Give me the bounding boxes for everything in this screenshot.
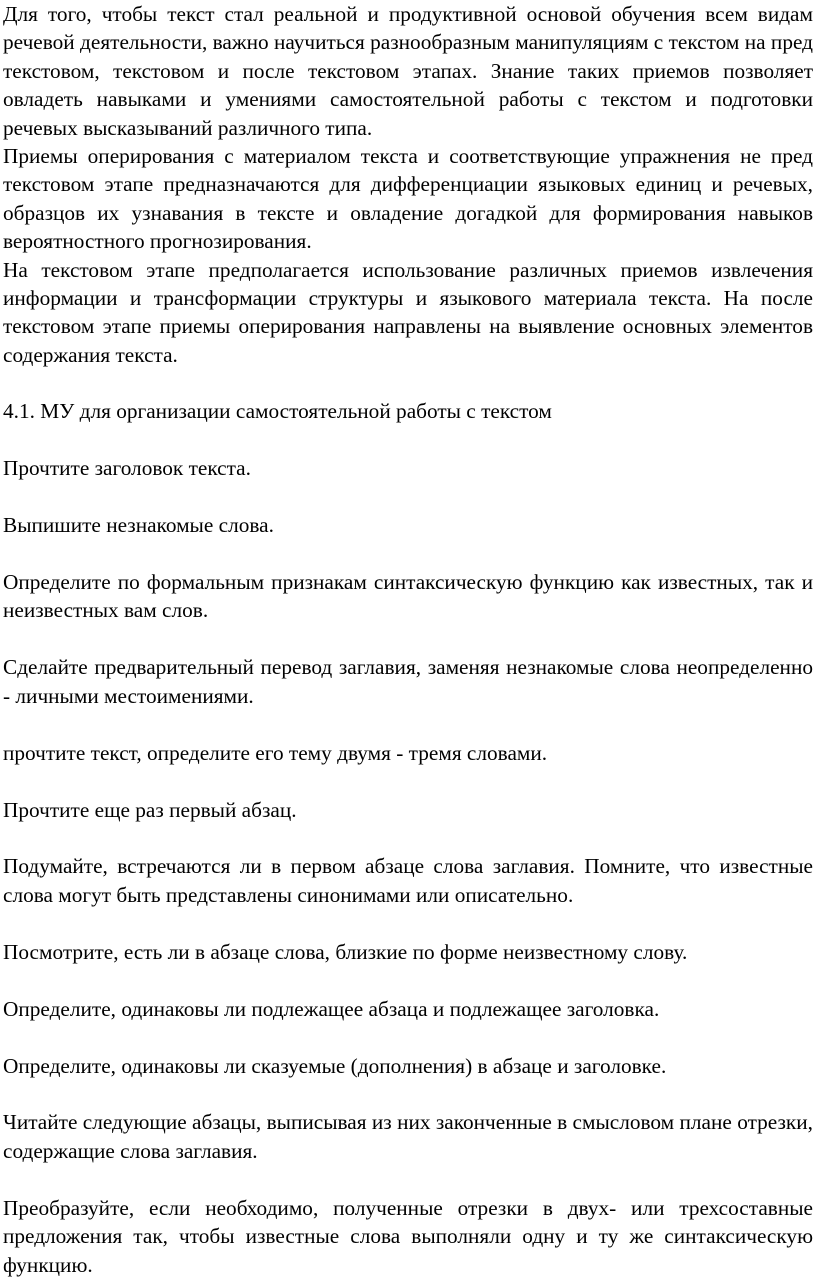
step-item: Прочтите заголовок текста. (3, 456, 251, 481)
step-item: Выпишите незнакомые слова. (3, 513, 274, 538)
step-item: Посмотрите, есть ли в абзаце слова, близкие по форме неизвестному слову. (3, 939, 688, 964)
step-item: Прочтите еще раз первый абзац. (3, 797, 297, 822)
step-item: Определите, одинаковы ли подлежащее абзаца и подлежащее заголовка. (3, 996, 660, 1021)
step-item: Читайте следующие абзацы, выписывая из них законченные в смысловом плане отрезки, содержащие слова заглавия. (3, 1110, 813, 1163)
intro-section (3, 0, 813, 369)
step-item: Сделайте предварительный перевод заглавия, заменяя незнакомые слова неопределенно - личными местоимениями. (3, 655, 813, 708)
step-item: прочтите текст, определите его тему двумя - тремя словами. (3, 740, 548, 765)
intro-paragraph-1: Для того, чтобы текст стал реальной и продуктивной основой обучения всем видам речевой деятельности, важно научиться разнообразным манипуляциям с текстом на пред текстовом, текстовом и после текстовом этапах. Знание таких приемов позволяет овладеть навыками и умениями самостоятельной работы с текстом и подготовки речевых высказываний различного типа. (3, 2, 813, 140)
steps-list (3, 454, 813, 1279)
step-item: Определите, одинаковы ли сказуемые (дополнения) в абзаце и заголовке. (3, 1053, 667, 1078)
step-item: Определите по формальным признакам синтаксическую функцию как известных, так и неизвестных вам слов. (3, 570, 813, 623)
section-heading: 4.1. МУ для организации самостоятельной работы с текстом (3, 399, 552, 424)
step-item: Подумайте, встречаются ли в первом абзаце слова заглавия. Помните, что известные слова могут быть представлены синонимами или описательно. (3, 854, 813, 907)
intro-paragraph-2: Приемы оперирования с материалом текста и соответствующие упражнения не пред текстовом этапе предназначаются для дифференциации языковых единиц и речевых, образцов их узнавания в тексте и овладение догадкой для формирования навыков вероятностного прогнозирования. (3, 144, 813, 254)
intro-paragraph-3: На текстовом этапе предполагается использование различных приемов извлечения информации и трансформации структуры и языкового материала текста. На после текстовом этапе приемы оперирования направлены на выявление основных элементов содержания текста. (3, 257, 813, 367)
step-item: Преобразуйте, если необходимо, полученные отрезки в двух- или трехсоставные предложения так, чтобы известные слова выполняли одну и ту же синтаксическую функцию. (3, 1195, 813, 1277)
